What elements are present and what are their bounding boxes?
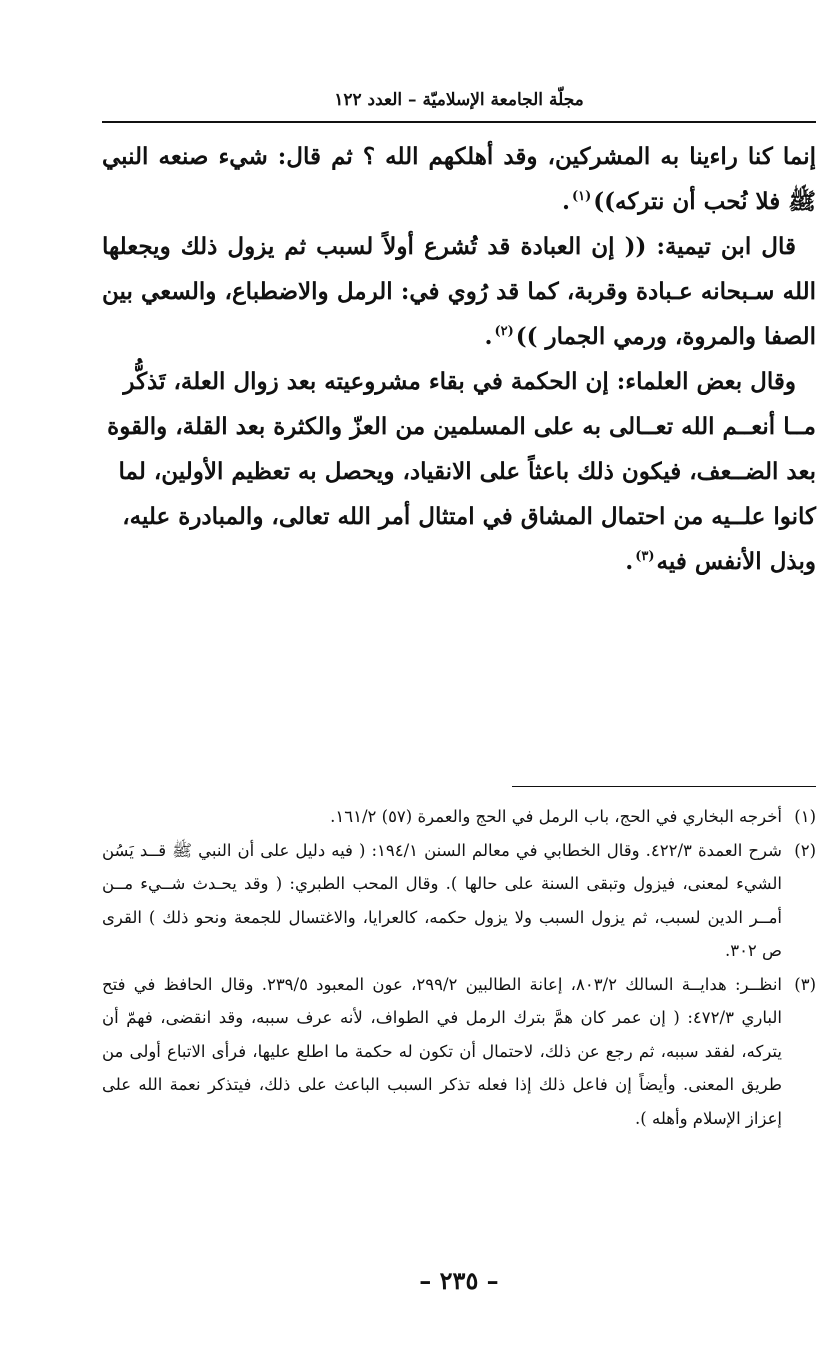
footnote-ref: (٢) [494, 324, 514, 340]
footnote-1 [102, 800, 816, 834]
footnote-number: (٣) [794, 974, 816, 994]
paragraph-text: وقال بعض العلماء: إن الحكمة في بقاء مشروعيته بعد زوال العلة، تَذكُّر مــا أنعــم الله تعــالى به على المسلمين من العزّ والكثرة بعد القلة، والقوة بعد الضــعف، فيكون ذلك باعثاً على الانقياد، ويحصل به تعظيم الأولين، لما كانوا علــيه من احتمال المشاق في امتثال أمر الله تعالى، والمبادرة عليه، وبذل الأنفس فيه [107, 368, 816, 575]
footnote-number: (١) [794, 807, 816, 826]
header-divider [102, 121, 816, 123]
footnote-3 [102, 968, 816, 1136]
footnote-number: (٢) [794, 840, 816, 860]
paragraph-tail: . [625, 548, 634, 575]
footnote-ref: (١) [571, 189, 592, 205]
paragraph-text: قال ابن تيمية: (( إن العبادة قد تُشرع أولاً لسبب ثم يزول ذلك ويجعلها الله سـبحانه عـبادة وقربة، كما قد رُوي في: الرمل والاضطباع، والسعي بين الصفا والمروة، ورمي الجمار )) [102, 233, 816, 350]
footnote-divider [512, 786, 816, 787]
body-paragraph-3 [102, 359, 816, 584]
footnote-text: انظــر: هدايــة السالك ٨٠٣/٢، إعانة الطالبين ٢٩٩/٢، عون المعبود ٢٣٩/٥. وقال الحافظ في فتح الباري ٤٧٢/٣: ( إن عمر كان همَّ بترك الرمل في الطواف، لأنه عرف سببه، وقد انقضى، فهمّ أن يتركه، لفقد سببه، ثم رجع عن ذلك، لاحتمال أن تكون له حكمة ما اطلع عليها، فرأى الاتباع أولى من طريق المعنى. وأيضاً إن فاعل ذلك إذا فعله تذكر السبب الباعث على ذلك، فيتذكر نعمة الله على إعزاز الإسلام وأهله ). [102, 974, 782, 1128]
main-body [102, 134, 816, 584]
footnote-ref: (٣) [635, 549, 655, 565]
footnote-text: شرح العمدة ٤٢٢/٣. وقال الخطابي في معالم السنن ١٩٤/١: ( فيه دليل على أن النبي ﷺ قــد يَسُن الشيء لمعنى، فيزول وتبقى السنة على حالها ). وقال المحب الطبري: ( وقد يحـدث شــيء مــن أمــر الدين لسبب، ثم يزول السبب ولا يزول حكمه، كالعرايا، والاغتسال للجمعة ونحو ذلك ) القرى ص ٣٠٢. [102, 840, 782, 960]
running-header: مجلّة الجامعة الإسلاميّة – العدد ١٢٢ [334, 90, 584, 110]
body-paragraph-1 [102, 134, 816, 224]
paragraph-tail: . [561, 188, 570, 215]
body-paragraph-2 [102, 224, 816, 359]
paragraph-text: إنما كنا راءينا به المشركين، وقد أهلكهم الله ؟ ثم قال: شيء صنعه النبي ﷺ فلا نُحب أن نتركه)) [102, 143, 816, 215]
page-number: – ٢٣٥ – [419, 1266, 499, 1295]
footnotes-section [102, 800, 816, 1135]
footnote-2 [102, 834, 816, 968]
paragraph-tail: . [484, 323, 493, 350]
footnote-text: أخرجه البخاري في الحج، باب الرمل في الحج والعمرة (٥٧) ١٦١/٢. [330, 807, 782, 826]
